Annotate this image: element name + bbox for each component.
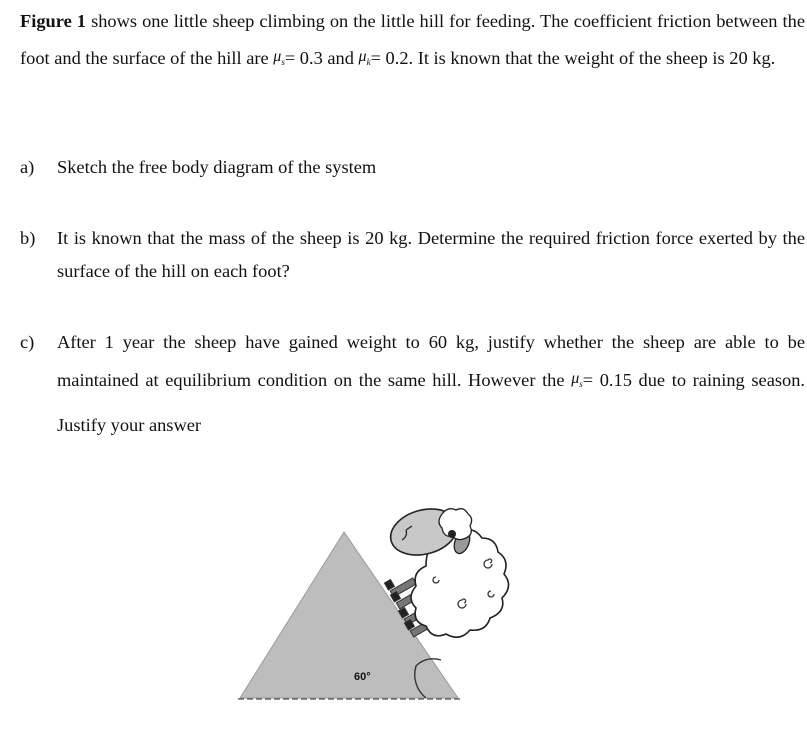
sheep-head (385, 502, 472, 562)
mu-s-rain-symbol: $\mu_s$ (571, 370, 583, 390)
question-b-label: b) (20, 228, 36, 248)
question-c-text: After 1 year the sheep have gained weight to 60 kg, justify whether the sheep are able to be maintained at equilibrium condition on the same hill. However the $\mu_s= 0.15$ due to raining season. Justify your answer (57, 332, 806, 436)
question-a-text: Sketch the free body diagram of the system (57, 157, 377, 177)
figure-reference: Figure 1 (20, 11, 87, 31)
angle-label: 60° (354, 671, 371, 683)
mu-s-symbol: $\mu_s$ (273, 47, 285, 67)
intro-text-2: = 0.3 and (284, 47, 359, 68)
question-c-label: c) (20, 332, 35, 352)
intro-text-3: = 0.2. It is known that the weight of the sheep is 20 kg. (370, 47, 776, 68)
sheep-on-hill-figure (236, 482, 536, 707)
intro-paragraph (20, 3, 805, 83)
mu-k-symbol: $\mu_k$ (358, 47, 371, 67)
question-b-text: It is known that the mass of the sheep is 20 kg. Determine the required friction force exerted by the surface of the hill on each foot? (57, 228, 805, 281)
question-a-label: a) (20, 157, 35, 177)
intro-text-1: shows one little sheep climbing on the little hill for feeding. The coefficient friction between the foot and the surface of the hill are (20, 11, 805, 68)
sheep-eye-icon (448, 530, 456, 538)
